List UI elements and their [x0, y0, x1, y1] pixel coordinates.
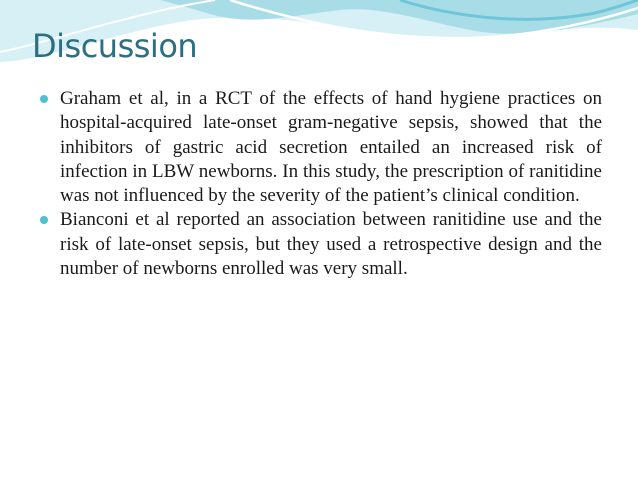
- bullet-dot-icon: [40, 216, 48, 224]
- bullet-item: [40, 87, 602, 208]
- bullet-text: Graham et al, in a RCT of the effects of hand hygiene practices on hospital-acquired late-onset gram-negative sepsis, showed that the inhibitors of gastric acid secretion entailed an increased risk of infection in LBW newborns. In this study, the prescription of ranitidine was not influenced by the severity of the patient’s clinical condition.: [60, 88, 602, 207]
- slide-title: Discussion: [32, 27, 198, 65]
- bullet-item: [40, 208, 602, 281]
- bullet-dot-icon: [40, 95, 48, 103]
- bullet-text: Bianconi et al reported an association between ranitidine use and the risk of late-onset sepsis, but they used a retrospective design and the number of newborns enrolled was very small.: [60, 209, 602, 280]
- bullet-list: [40, 87, 602, 281]
